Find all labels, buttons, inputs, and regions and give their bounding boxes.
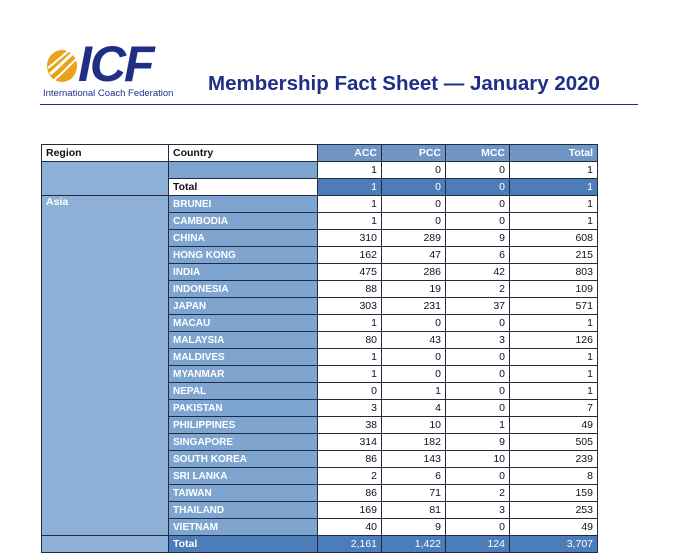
country-cell: BRUNEI	[169, 196, 318, 213]
total-cell: 1	[510, 315, 598, 332]
mcc-cell: 2	[446, 485, 510, 502]
acc-cell: 88	[318, 281, 382, 298]
region-cell: Asia	[42, 196, 169, 536]
total-cell: 1	[510, 383, 598, 400]
acc-cell: 1	[318, 179, 382, 196]
mcc-cell: 0	[446, 315, 510, 332]
acc-cell: 1	[318, 349, 382, 366]
total-cell: 109	[510, 281, 598, 298]
mcc-cell: 0	[446, 400, 510, 417]
mcc-cell: 0	[446, 179, 510, 196]
pcc-cell: 81	[382, 502, 446, 519]
acc-cell: 1	[318, 162, 382, 179]
total-cell: 253	[510, 502, 598, 519]
total-cell: 1	[510, 366, 598, 383]
column-header: Total	[510, 145, 598, 162]
mcc-cell: 37	[446, 298, 510, 315]
total-cell: 49	[510, 417, 598, 434]
country-cell: INDIA	[169, 264, 318, 281]
total-cell: 49	[510, 519, 598, 536]
total-cell: 8	[510, 468, 598, 485]
acc-cell: 40	[318, 519, 382, 536]
column-header: Region	[42, 145, 169, 162]
mcc-cell: 0	[446, 213, 510, 230]
logo-wordmark: ICF	[78, 36, 153, 92]
acc-cell: 162	[318, 247, 382, 264]
country-cell: SRI LANKA	[169, 468, 318, 485]
acc-cell: 2,161	[318, 536, 382, 553]
page-title: Membership Fact Sheet — January 2020	[208, 72, 600, 95]
country-cell: MALAYSIA	[169, 332, 318, 349]
mcc-cell: 0	[446, 349, 510, 366]
country-cell: SOUTH KOREA	[169, 451, 318, 468]
pcc-cell: 47	[382, 247, 446, 264]
country-cell: MACAU	[169, 315, 318, 332]
pcc-cell: 0	[382, 349, 446, 366]
total-cell: 1	[510, 213, 598, 230]
mcc-cell: 124	[446, 536, 510, 553]
country-cell	[169, 162, 318, 179]
logo-subtitle: International Coach Federation	[43, 88, 174, 99]
mcc-cell: 0	[446, 196, 510, 213]
pcc-cell: 0	[382, 179, 446, 196]
country-cell: TAIWAN	[169, 485, 318, 502]
pcc-cell: 19	[382, 281, 446, 298]
total-label: Total	[169, 536, 318, 553]
total-cell: 1	[510, 196, 598, 213]
country-cell: JAPAN	[169, 298, 318, 315]
pcc-cell: 289	[382, 230, 446, 247]
mcc-cell: 0	[446, 468, 510, 485]
column-header: ACC	[318, 145, 382, 162]
mcc-cell: 42	[446, 264, 510, 281]
country-cell: MALDIVES	[169, 349, 318, 366]
mcc-cell: 9	[446, 230, 510, 247]
pcc-cell: 4	[382, 400, 446, 417]
acc-cell: 314	[318, 434, 382, 451]
mcc-cell: 0	[446, 383, 510, 400]
total-label: Total	[169, 179, 318, 196]
total-cell: 3,707	[510, 536, 598, 553]
mcc-cell: 6	[446, 247, 510, 264]
total-cell: 159	[510, 485, 598, 502]
acc-cell: 1	[318, 366, 382, 383]
pcc-cell: 10	[382, 417, 446, 434]
country-cell: VIETNAM	[169, 519, 318, 536]
table-row	[42, 162, 598, 179]
mcc-cell: 0	[446, 519, 510, 536]
pcc-cell: 1,422	[382, 536, 446, 553]
total-cell: 126	[510, 332, 598, 349]
membership-table	[41, 144, 598, 553]
pcc-cell: 0	[382, 213, 446, 230]
total-cell: 571	[510, 298, 598, 315]
acc-cell: 1	[318, 196, 382, 213]
total-cell: 505	[510, 434, 598, 451]
acc-cell: 38	[318, 417, 382, 434]
country-cell: THAILAND	[169, 502, 318, 519]
pcc-cell: 182	[382, 434, 446, 451]
country-cell: NEPAL	[169, 383, 318, 400]
pcc-cell: 0	[382, 315, 446, 332]
total-cell: 1	[510, 179, 598, 196]
pcc-cell: 9	[382, 519, 446, 536]
pcc-cell: 231	[382, 298, 446, 315]
total-cell: 239	[510, 451, 598, 468]
acc-cell: 1	[318, 315, 382, 332]
mcc-cell: 0	[446, 162, 510, 179]
acc-cell: 0	[318, 383, 382, 400]
table-header-row	[42, 145, 598, 162]
pcc-cell: 0	[382, 366, 446, 383]
pcc-cell: 143	[382, 451, 446, 468]
acc-cell: 3	[318, 400, 382, 417]
pcc-cell: 286	[382, 264, 446, 281]
region-cell	[42, 536, 169, 553]
column-header: PCC	[382, 145, 446, 162]
acc-cell: 475	[318, 264, 382, 281]
pcc-cell: 1	[382, 383, 446, 400]
total-cell: 608	[510, 230, 598, 247]
region-total-row	[42, 536, 598, 553]
acc-cell: 2	[318, 468, 382, 485]
pcc-cell: 6	[382, 468, 446, 485]
mcc-cell: 2	[446, 281, 510, 298]
mcc-cell: 3	[446, 502, 510, 519]
mcc-cell: 3	[446, 332, 510, 349]
column-header: Country	[169, 145, 318, 162]
mcc-cell: 1	[446, 417, 510, 434]
country-cell: MYANMAR	[169, 366, 318, 383]
column-header: MCC	[446, 145, 510, 162]
acc-cell: 80	[318, 332, 382, 349]
country-cell: INDONESIA	[169, 281, 318, 298]
acc-cell: 1	[318, 213, 382, 230]
country-cell: CAMBODIA	[169, 213, 318, 230]
total-cell: 1	[510, 349, 598, 366]
total-cell: 1	[510, 162, 598, 179]
region-cell	[42, 162, 169, 196]
total-cell: 803	[510, 264, 598, 281]
mcc-cell: 0	[446, 366, 510, 383]
pcc-cell: 71	[382, 485, 446, 502]
total-cell: 215	[510, 247, 598, 264]
table-row	[42, 196, 598, 213]
country-cell: PAKISTAN	[169, 400, 318, 417]
pcc-cell: 0	[382, 162, 446, 179]
acc-cell: 86	[318, 485, 382, 502]
acc-cell: 86	[318, 451, 382, 468]
pcc-cell: 0	[382, 196, 446, 213]
acc-cell: 310	[318, 230, 382, 247]
total-cell: 7	[510, 400, 598, 417]
acc-cell: 303	[318, 298, 382, 315]
country-cell: HONG KONG	[169, 247, 318, 264]
acc-cell: 169	[318, 502, 382, 519]
mcc-cell: 9	[446, 434, 510, 451]
title-rule	[40, 104, 638, 105]
country-cell: PHILIPPINES	[169, 417, 318, 434]
country-cell: SINGAPORE	[169, 434, 318, 451]
mcc-cell: 10	[446, 451, 510, 468]
pcc-cell: 43	[382, 332, 446, 349]
country-cell: CHINA	[169, 230, 318, 247]
